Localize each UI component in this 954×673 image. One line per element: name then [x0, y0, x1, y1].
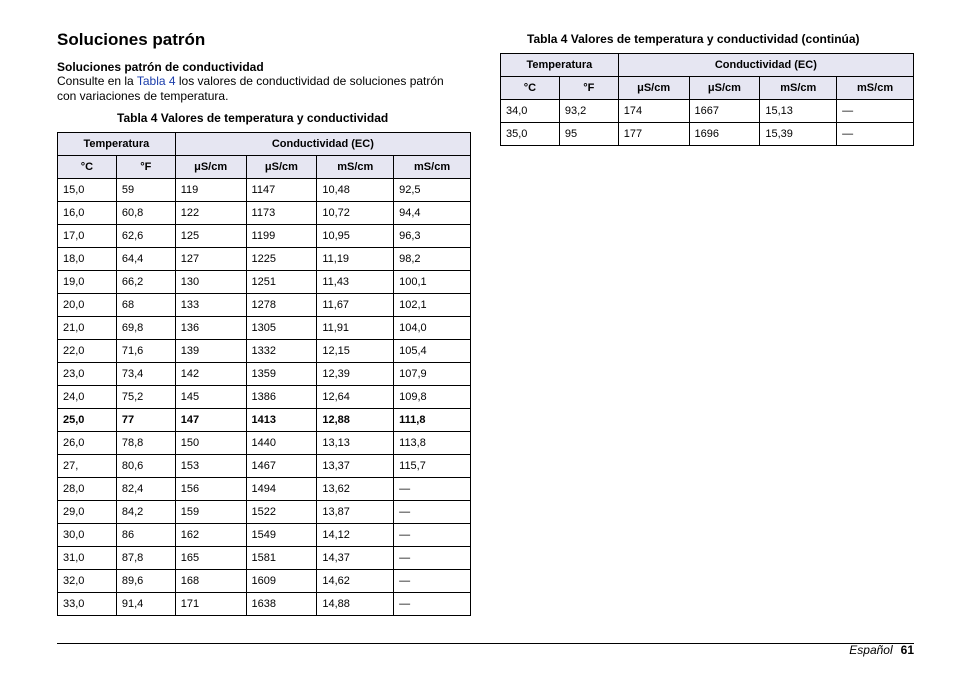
table-cell: 26,0: [58, 432, 117, 455]
table-cell: 105,4: [394, 340, 471, 363]
table-cell: 28,0: [58, 478, 117, 501]
table-cell: 162: [175, 524, 246, 547]
table-cell: 14,37: [317, 547, 394, 570]
table-cell: 14,88: [317, 593, 394, 616]
header-unit-cell: mS/cm: [760, 77, 837, 100]
header-unit-cell: mS/cm: [837, 77, 914, 100]
table-row: [58, 225, 471, 248]
table-cell: 35,0: [501, 123, 560, 146]
table-cell: 171: [175, 593, 246, 616]
table-row: [58, 271, 471, 294]
table-cell: 32,0: [58, 570, 117, 593]
table-row: [501, 123, 914, 146]
table-cell: 11,91: [317, 317, 394, 340]
table-cell: 94,4: [394, 202, 471, 225]
table-cell: 33,0: [58, 593, 117, 616]
table-row: [501, 100, 914, 123]
table-cell: 77: [116, 409, 175, 432]
header-unit-cell: °F: [116, 156, 175, 179]
header-unit-cell: μS/cm: [246, 156, 317, 179]
table-cell: 174: [618, 100, 689, 123]
table-row: [58, 340, 471, 363]
table-cell: 136: [175, 317, 246, 340]
table-cell: 20,0: [58, 294, 117, 317]
table-cell: 1638: [246, 593, 317, 616]
section-title: Soluciones patrón: [57, 30, 206, 49]
table-cell: 122: [175, 202, 246, 225]
table-cell: 31,0: [58, 547, 117, 570]
table-cell: 1696: [689, 123, 760, 146]
table-row: [58, 248, 471, 271]
table-cell: 11,43: [317, 271, 394, 294]
table-cell: 1173: [246, 202, 317, 225]
table-cell: 127: [175, 248, 246, 271]
table-cell: 13,62: [317, 478, 394, 501]
table-cell: 22,0: [58, 340, 117, 363]
table-cell: 145: [175, 386, 246, 409]
table-cell: 159: [175, 501, 246, 524]
table-cell: 73,4: [116, 363, 175, 386]
table-cell: 87,8: [116, 547, 175, 570]
table-cell: 1609: [246, 570, 317, 593]
table-cell: 1494: [246, 478, 317, 501]
table-cell: 1225: [246, 248, 317, 271]
table-cell: 64,4: [116, 248, 175, 271]
table-row: [58, 547, 471, 570]
table-cell: 107,9: [394, 363, 471, 386]
table-cell: 1278: [246, 294, 317, 317]
table-cell: 71,6: [116, 340, 175, 363]
table-cell: 14,62: [317, 570, 394, 593]
intro-paragraph: [57, 74, 457, 104]
table-cell: 168: [175, 570, 246, 593]
table-caption-left: Tabla 4 Valores de temperatura y conductividad: [117, 111, 389, 125]
table-header-units-row: [58, 156, 471, 179]
header-conductivity: Conductividad (EC): [175, 133, 470, 156]
table-cell: 30,0: [58, 524, 117, 547]
table-cell: 69,8: [116, 317, 175, 340]
header-unit-cell: °C: [501, 77, 560, 100]
table-cell: 1305: [246, 317, 317, 340]
table-cell: 147: [175, 409, 246, 432]
table-cell: 1667: [689, 100, 760, 123]
table-cell: 1199: [246, 225, 317, 248]
table-row: [58, 455, 471, 478]
table-cell: 11,67: [317, 294, 394, 317]
header-unit-cell: μS/cm: [618, 77, 689, 100]
table-cell: 13,37: [317, 455, 394, 478]
table-cell: 12,39: [317, 363, 394, 386]
table-cell: 27,: [58, 455, 117, 478]
subsection-title: Soluciones patrón de conductividad: [57, 60, 264, 74]
table-cell: —: [394, 524, 471, 547]
table-cell: 12,64: [317, 386, 394, 409]
table-cell: 1522: [246, 501, 317, 524]
table-cell: 115,7: [394, 455, 471, 478]
conductivity-table-left: [57, 132, 471, 616]
table-cell: —: [394, 501, 471, 524]
table-cell: 13,87: [317, 501, 394, 524]
table-cell: 156: [175, 478, 246, 501]
table-cell: 18,0: [58, 248, 117, 271]
table-cell: 1467: [246, 455, 317, 478]
table-cell: 14,12: [317, 524, 394, 547]
header-temperature: Temperatura: [58, 133, 176, 156]
table-row: [58, 570, 471, 593]
footer-language: Español: [849, 643, 893, 657]
header-temperature: Temperatura: [501, 54, 619, 77]
table-header-group-row: [501, 54, 914, 77]
table-cell: 10,48: [317, 179, 394, 202]
table-cell: 75,2: [116, 386, 175, 409]
intro-text-before: Consulte en la: [57, 74, 137, 88]
table-cell: 89,6: [116, 570, 175, 593]
table-cell: 19,0: [58, 271, 117, 294]
table-header-units-row: [501, 77, 914, 100]
table-4-link[interactable]: Tabla 4: [136, 74, 176, 88]
table-cell: 133: [175, 294, 246, 317]
table-row: [58, 317, 471, 340]
table-cell: 177: [618, 123, 689, 146]
table-cell: 15,39: [760, 123, 837, 146]
table-cell: 119: [175, 179, 246, 202]
table-cell: 111,8: [394, 409, 471, 432]
page-number: 61: [900, 643, 914, 657]
footer-rule: [57, 643, 914, 644]
table-cell: 102,1: [394, 294, 471, 317]
table-cell: 29,0: [58, 501, 117, 524]
table-cell: 142: [175, 363, 246, 386]
table-cell: 59: [116, 179, 175, 202]
table-cell: 113,8: [394, 432, 471, 455]
table-cell: 130: [175, 271, 246, 294]
table-cell: 96,3: [394, 225, 471, 248]
table-cell: 1581: [246, 547, 317, 570]
table-cell: 80,6: [116, 455, 175, 478]
table-cell: —: [394, 478, 471, 501]
table-cell: 1386: [246, 386, 317, 409]
table-row: [58, 501, 471, 524]
table-cell: —: [394, 547, 471, 570]
intro-text-after: los valores de conductividad de soluciones patrón con variaciones de temperatura.: [57, 74, 444, 103]
table-cell: 98,2: [394, 248, 471, 271]
table-cell: 13,13: [317, 432, 394, 455]
table-cell: 68: [116, 294, 175, 317]
table-cell: 100,1: [394, 271, 471, 294]
table-cell: 153: [175, 455, 246, 478]
table-caption-right: Tabla 4 Valores de temperatura y conductividad (continúa): [527, 32, 860, 46]
table-cell: 15,13: [760, 100, 837, 123]
table-cell: 17,0: [58, 225, 117, 248]
table-cell: 82,4: [116, 478, 175, 501]
table-cell: 1332: [246, 340, 317, 363]
page-footer: [849, 643, 914, 657]
table-cell: 86: [116, 524, 175, 547]
table-cell: 139: [175, 340, 246, 363]
header-unit-cell: °F: [559, 77, 618, 100]
table-row: [58, 386, 471, 409]
table-cell: 16,0: [58, 202, 117, 225]
table-cell: 1359: [246, 363, 317, 386]
table-cell: 104,0: [394, 317, 471, 340]
table-header-group-row: [58, 133, 471, 156]
table-cell: 165: [175, 547, 246, 570]
table-cell: 23,0: [58, 363, 117, 386]
table-cell: 95: [559, 123, 618, 146]
header-conductivity: Conductividad (EC): [618, 54, 913, 77]
table-row: [58, 294, 471, 317]
table-cell: 92,5: [394, 179, 471, 202]
table-cell: 1549: [246, 524, 317, 547]
table-cell: 62,6: [116, 225, 175, 248]
table-row: [58, 409, 471, 432]
table-row: [58, 593, 471, 616]
table-cell: 1413: [246, 409, 317, 432]
table-row: [58, 432, 471, 455]
table-cell: —: [394, 593, 471, 616]
header-unit-cell: mS/cm: [394, 156, 471, 179]
table-cell: 78,8: [116, 432, 175, 455]
table-cell: —: [837, 100, 914, 123]
table-row: [58, 179, 471, 202]
table-cell: 1147: [246, 179, 317, 202]
conductivity-table-right: [500, 53, 914, 146]
table-cell: 91,4: [116, 593, 175, 616]
table-cell: 11,19: [317, 248, 394, 271]
table-cell: 12,88: [317, 409, 394, 432]
table-cell: 10,72: [317, 202, 394, 225]
table-cell: 109,8: [394, 386, 471, 409]
table-row: [58, 202, 471, 225]
header-unit-cell: mS/cm: [317, 156, 394, 179]
table-cell: 24,0: [58, 386, 117, 409]
header-unit-cell: °C: [58, 156, 117, 179]
table-cell: —: [394, 570, 471, 593]
table-cell: 12,15: [317, 340, 394, 363]
table-cell: —: [837, 123, 914, 146]
table-cell: 25,0: [58, 409, 117, 432]
table-cell: 84,2: [116, 501, 175, 524]
table-cell: 1440: [246, 432, 317, 455]
table-row: [58, 363, 471, 386]
table-cell: 60,8: [116, 202, 175, 225]
header-unit-cell: μS/cm: [175, 156, 246, 179]
header-unit-cell: μS/cm: [689, 77, 760, 100]
table-cell: 66,2: [116, 271, 175, 294]
table-cell: 15,0: [58, 179, 117, 202]
table-cell: 125: [175, 225, 246, 248]
table-cell: 150: [175, 432, 246, 455]
table-cell: 1251: [246, 271, 317, 294]
table-cell: 10,95: [317, 225, 394, 248]
table-cell: 21,0: [58, 317, 117, 340]
table-cell: 93,2: [559, 100, 618, 123]
table-row: [58, 478, 471, 501]
table-cell: 34,0: [501, 100, 560, 123]
table-row: [58, 524, 471, 547]
